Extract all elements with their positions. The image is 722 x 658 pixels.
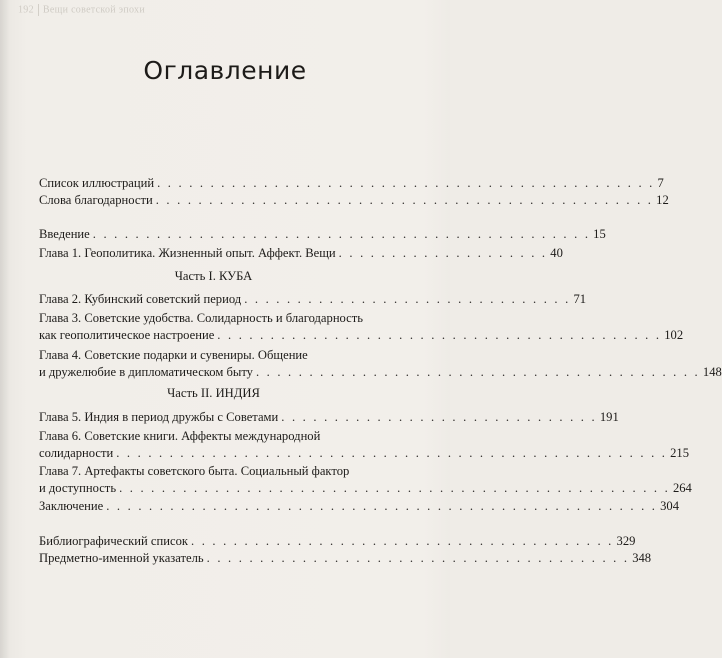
toc-leader-dots: . . . . . . . . . . . . . . . . . . . . . . . . . . . . . . . . . . . . . . . . <box>206 551 630 565</box>
toc-entry-conclusion[interactable] <box>39 498 680 515</box>
running-head <box>18 4 145 16</box>
toc-entry-title: Заключение <box>39 499 104 513</box>
toc-leader-dots: . . . . . . . . . . . . . . . . . . . . . . . . . . . . . . . . . . . . . . . . . . <box>255 365 700 379</box>
toc-page-number: 215 <box>670 446 690 460</box>
toc-entry-title-line-1: Глава 7. Артефакты советского быта. Социальный фактор <box>39 464 350 478</box>
toc-page-number: 40 <box>550 246 563 260</box>
toc-entry-illustrations[interactable] <box>39 175 664 192</box>
toc-page-number: 348 <box>632 551 652 565</box>
toc-entry-chapter-1[interactable] <box>39 245 563 262</box>
toc-entry-chapter-4[interactable] <box>39 347 722 381</box>
toc-entry-title-line-2: как геополитическое настроение <box>39 328 215 342</box>
toc-leader-dots: . . . . . . . . . . . . . . . . . . . . <box>338 246 548 260</box>
toc-entry-title-line-2: и доступность <box>39 481 117 495</box>
running-head-text: Вещи советской эпохи <box>42 4 145 16</box>
toc-page-number: 12 <box>656 193 669 207</box>
toc-entry-bibliography[interactable] <box>39 533 636 550</box>
toc-page-number: 329 <box>616 534 636 548</box>
toc-page-number: 148 <box>702 365 722 379</box>
toc-entry-chapter-7[interactable] <box>39 463 692 497</box>
toc-entry-chapter-6[interactable] <box>39 428 690 462</box>
toc-entry-title: Библиографический список <box>39 534 188 548</box>
running-head-divider <box>38 4 39 16</box>
toc-entry-acknowledgements[interactable] <box>39 192 669 209</box>
running-head-page-number: 192 <box>18 4 34 16</box>
toc-entry-title-line-2: и дружелюбие в дипломатическом быту <box>39 365 253 379</box>
toc-leader-dots: . . . . . . . . . . . . . . . . . . . . . . . . . . . . . . . . . . . . . . . . . . . . . . . . . . . . <box>106 499 658 513</box>
toc-leader-dots: . . . . . . . . . . . . . . . . . . . . . . . . . . . . . . . <box>244 292 571 306</box>
toc-leader-dots: . . . . . . . . . . . . . . . . . . . . . . . . . . . . . . . . . . . . . . . . . . . . . . . . . . . . <box>116 446 668 460</box>
toc-entry-title: Глава 1. Геополитика. Жизненный опыт. Аффект. Вещи <box>39 246 336 260</box>
toc-leader-dots: . . . . . . . . . . . . . . . . . . . . . . . . . . . . . . . . . . . . . . . . . . . . . . . . . . . . <box>119 481 670 495</box>
toc-part-2-heading[interactable]: Часть II. ИНДИЯ <box>167 386 260 400</box>
toc-entry-title: Глава 2. Кубинский советский период <box>39 292 242 306</box>
toc-leader-dots: . . . . . . . . . . . . . . . . . . . . . . . . . . . . . . . . . . . . . . . . . . . . . . . <box>155 193 654 207</box>
toc-entry-title: Предметно-именной указатель <box>39 551 204 565</box>
page-title: Оглавление <box>143 56 307 85</box>
toc-entry-index[interactable] <box>39 550 652 567</box>
toc-page-number: 7 <box>657 176 664 190</box>
toc-entry-title: Введение <box>39 227 90 241</box>
toc-page-number: 264 <box>672 481 692 495</box>
toc-leader-dots: . . . . . . . . . . . . . . . . . . . . . . . . . . . . . . . . . . . . . . . . . . . . . . . <box>157 176 655 190</box>
toc-entry-title-line-1: Глава 6. Советские книги. Аффекты международной <box>39 429 321 443</box>
toc-leader-dots: . . . . . . . . . . . . . . . . . . . . . . . . . . . . . . <box>281 410 597 424</box>
toc-entry-chapter-5[interactable] <box>39 409 619 426</box>
toc-leader-dots: . . . . . . . . . . . . . . . . . . . . . . . . . . . . . . . . . . . . . . . . . . . . . . . <box>92 227 591 241</box>
toc-entry-title-line-1: Глава 3. Советские удобства. Солидарность и благодарность <box>39 311 364 325</box>
toc-page-number: 15 <box>593 227 606 241</box>
toc-entry-chapter-3[interactable] <box>39 310 684 344</box>
toc-entry-title: Глава 5. Индия в период дружбы с Советами <box>39 410 279 424</box>
toc-page-number: 304 <box>660 499 680 513</box>
toc-entry-title-line-1: Глава 4. Советские подарки и сувениры. Общение <box>39 348 308 362</box>
toc-entry-title: Список иллюстраций <box>39 176 155 190</box>
toc-entry-introduction[interactable] <box>39 226 606 243</box>
toc-page-number: 102 <box>664 328 684 342</box>
toc-entry-title: Слова благодарности <box>39 193 153 207</box>
toc-page-number: 71 <box>573 292 587 306</box>
toc-page-number: 191 <box>599 410 619 424</box>
toc-leader-dots: . . . . . . . . . . . . . . . . . . . . . . . . . . . . . . . . . . . . . . . . . . <box>217 328 662 342</box>
toc-entry-chapter-2[interactable] <box>39 291 587 308</box>
toc-entry-title-line-2: солидарности <box>39 446 114 460</box>
toc-part-1-heading[interactable]: Часть I. КУБА <box>174 269 253 283</box>
spine-shadow <box>0 0 10 658</box>
toc-leader-dots: . . . . . . . . . . . . . . . . . . . . . . . . . . . . . . . . . . . . . . . . <box>191 534 614 548</box>
